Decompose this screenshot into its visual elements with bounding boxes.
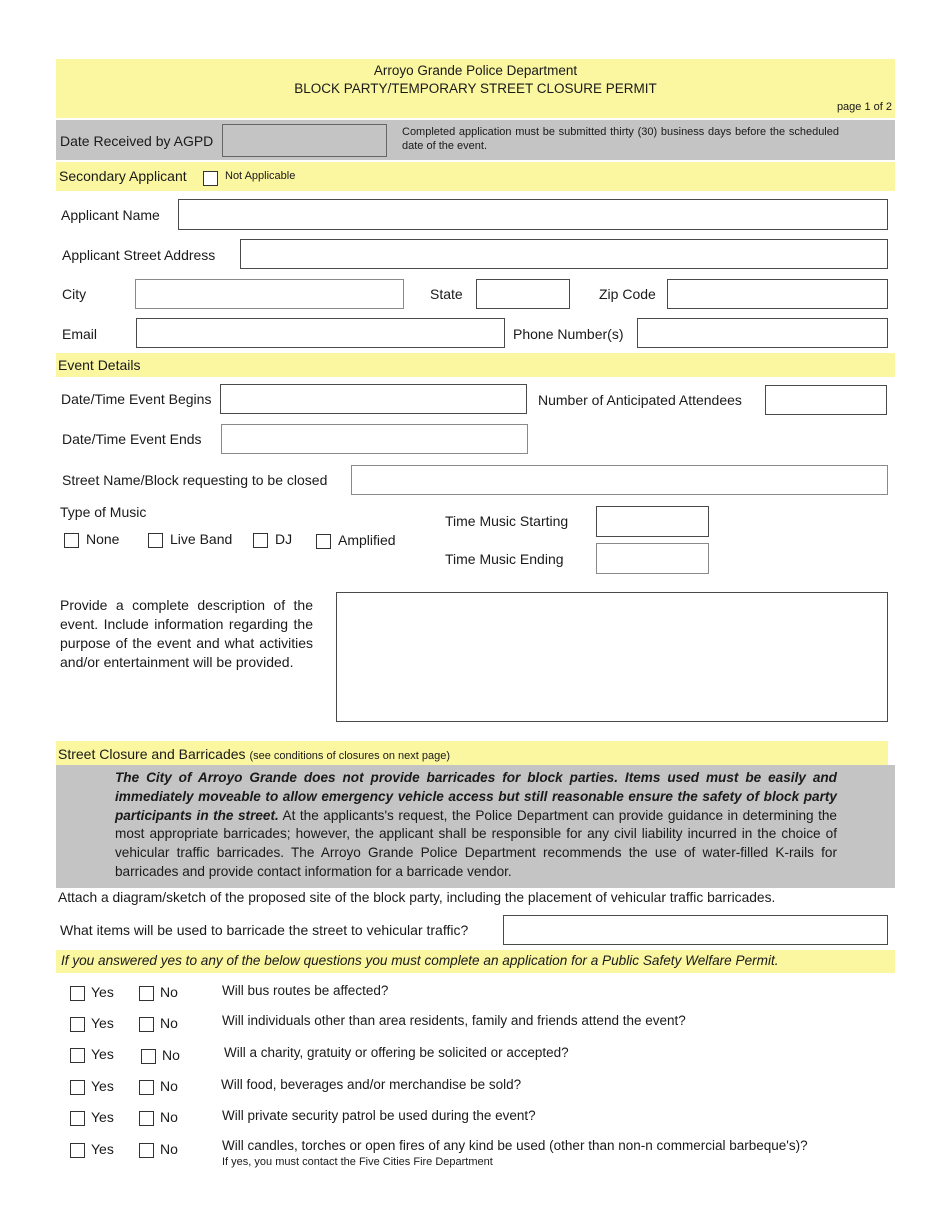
yes-label: Yes — [91, 1109, 114, 1125]
open-fire-yes-checkbox[interactable] — [70, 1143, 85, 1158]
date-received-field[interactable] — [222, 124, 387, 157]
yes-label: Yes — [91, 984, 114, 1000]
date-received-label: Date Received by AGPD — [60, 133, 214, 149]
state-label: State — [430, 286, 463, 302]
music-type-label: Type of Music — [60, 504, 147, 520]
event-ends-label: Date/Time Event Ends — [62, 431, 202, 447]
music-none-label: None — [86, 531, 120, 547]
barricade-notice-body: At the applicants's request, the Police Department can provide guidance in determining the most appropriate barricades; however, the applicant shall be responsible for any civil liability incurred in the choice of vehicular traffic barricades. The Arroyo Grande Police Department recommends the use of water-filled K-rails for barricades and provide contact information for a barricade vendor. — [115, 807, 837, 879]
closure-note: (see conditions of closures on next page) — [249, 750, 450, 762]
question-bus-routes: Will bus routes be affected? — [222, 983, 389, 998]
event-ends-field[interactable] — [221, 424, 528, 454]
email-label: Email — [62, 326, 98, 342]
no-label: No — [162, 1047, 180, 1063]
music-start-label: Time Music Starting — [445, 513, 569, 529]
food-sales-no-checkbox[interactable] — [139, 1080, 154, 1095]
safety-warning: If you answered yes to any of the below questions you must complete an application for a Public Safety Welfare Permit. — [61, 953, 779, 968]
question-outside-attendees: Will individuals other than area residents, family and friends attend the event? — [222, 1013, 686, 1028]
no-label: No — [160, 1015, 178, 1031]
applicant-name-label: Applicant Name — [61, 207, 160, 223]
barricade-items-label: What items will be used to barricade the street to vehicular traffic? — [60, 922, 469, 938]
music-end-label: Time Music Ending — [445, 551, 564, 567]
event-begins-label: Date/Time Event Begins — [61, 391, 212, 407]
barricade-notice — [115, 769, 837, 882]
music-none-checkbox[interactable] — [64, 533, 79, 548]
music-live-band-label: Live Band — [170, 531, 233, 547]
question-charity: Will a charity, gratuity or offering be solicited or accepted? — [224, 1045, 569, 1060]
barricade-notice-bold: The City of Arroyo Grande does not provide barricades for block parties. Items used must be easily and immediately moveable to allow emergency vehicle access but still reasonable ensure the safety of block party participants in the street. — [115, 770, 837, 823]
music-dj-label: DJ — [275, 531, 293, 547]
phone-label: Phone Number(s) — [513, 326, 624, 342]
fire-department-note: If yes, you must contact the Five Cities Fire Department — [222, 1156, 493, 1168]
question-security: Will private security patrol be used during the event? — [222, 1108, 536, 1123]
outside-attendees-no-checkbox[interactable] — [139, 1017, 154, 1032]
charity-yes-checkbox[interactable] — [70, 1048, 85, 1063]
applicant-address-label: Applicant Street Address — [62, 247, 216, 263]
event-begins-field[interactable] — [220, 384, 527, 414]
street-closure-field[interactable] — [351, 465, 888, 495]
music-dj-checkbox[interactable] — [253, 533, 268, 548]
music-end-field[interactable] — [596, 543, 709, 574]
permit-title: BLOCK PARTY/TEMPORARY STREET CLOSURE PERMIT — [294, 81, 657, 96]
music-live-band-checkbox[interactable] — [148, 533, 163, 548]
diagram-instruction: Attach a diagram/sketch of the proposed site of the block party, including the placement of vehicular traffic barricades. — [58, 890, 776, 905]
question-open-fire: Will candles, torches or open fires of any kind be used (other than non-n commercial barbeque's)? — [222, 1138, 808, 1153]
description-field[interactable] — [336, 592, 888, 722]
yes-label: Yes — [91, 1015, 114, 1031]
music-amplified-checkbox[interactable] — [316, 534, 331, 549]
no-label: No — [160, 1078, 178, 1094]
no-label: No — [160, 1141, 178, 1157]
not-applicable-label: Not Applicable — [225, 170, 296, 182]
state-field[interactable] — [476, 279, 570, 309]
zip-code-label: Zip Code — [599, 286, 656, 302]
music-start-field[interactable] — [596, 506, 709, 537]
submission-notice: Completed application must be submitted thirty (30) business days before the scheduled date of the event. — [402, 126, 839, 152]
music-amplified-label: Amplified — [338, 532, 396, 548]
attendees-field[interactable] — [765, 385, 887, 415]
barricade-items-field[interactable] — [503, 915, 888, 945]
phone-field[interactable] — [637, 318, 888, 348]
department-name: Arroyo Grande Police Department — [373, 63, 578, 78]
not-applicable-checkbox[interactable] — [203, 171, 218, 186]
closure-title: Street Closure and Barricades — [58, 746, 246, 762]
event-details-title: Event Details — [58, 357, 141, 373]
question-food-sales: Will food, beverages and/or merchandise be sold? — [221, 1077, 522, 1092]
email-field[interactable] — [136, 318, 505, 348]
bus-routes-no-checkbox[interactable] — [139, 986, 154, 1001]
yes-label: Yes — [91, 1078, 114, 1094]
closure-title-line — [58, 746, 450, 762]
food-sales-yes-checkbox[interactable] — [70, 1080, 85, 1095]
applicant-address-field[interactable] — [240, 239, 888, 269]
event-details-bar — [56, 353, 895, 377]
city-label: City — [62, 286, 87, 302]
attendees-label: Number of Anticipated Attendees — [538, 392, 742, 408]
no-label: No — [160, 1109, 178, 1125]
charity-no-checkbox[interactable] — [141, 1049, 156, 1064]
applicant-name-field[interactable] — [178, 199, 888, 230]
secondary-applicant-label: Secondary Applicant — [59, 168, 187, 184]
security-no-checkbox[interactable] — [139, 1111, 154, 1126]
street-closure-label: Street Name/Block requesting to be closed — [62, 472, 328, 488]
city-field[interactable] — [135, 279, 404, 309]
no-label: No — [160, 984, 178, 1000]
security-yes-checkbox[interactable] — [70, 1111, 85, 1126]
open-fire-no-checkbox[interactable] — [139, 1143, 154, 1158]
yes-label: Yes — [91, 1046, 114, 1062]
page-number: page 1 of 2 — [836, 101, 892, 113]
description-label: Provide a complete description of the event. Include information regarding the purpose of the event and what activities and/or entertainment will be provided. — [60, 597, 313, 670]
bus-routes-yes-checkbox[interactable] — [70, 986, 85, 1001]
outside-attendees-yes-checkbox[interactable] — [70, 1017, 85, 1032]
zip-code-field[interactable] — [667, 279, 888, 309]
yes-label: Yes — [91, 1141, 114, 1157]
